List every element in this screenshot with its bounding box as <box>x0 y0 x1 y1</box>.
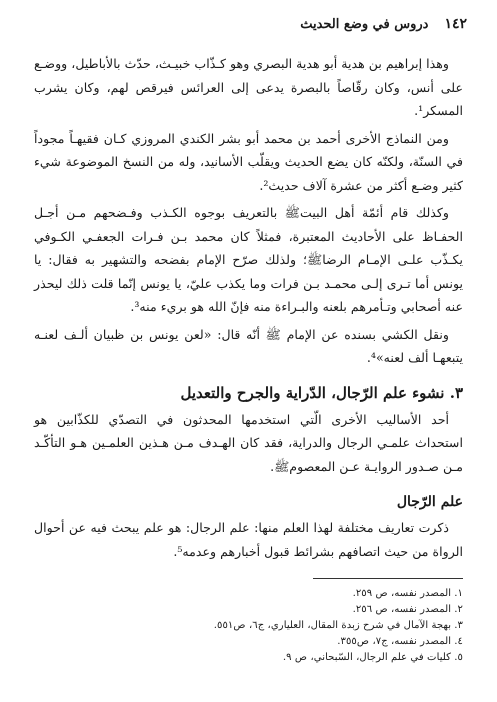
footnote: ٤. المصدر نفسه، ج٧، ص٣٥٥. <box>337 636 463 647</box>
footnote: ٥. كليات في علم الرجال، السّبحاني، ص ٩. <box>282 652 463 663</box>
footnote: ٣. بهجة الآمال في شرح زبدة المقال، العلياري، ج٦، ص٥٥١. <box>213 620 463 631</box>
footnotes <box>34 586 463 666</box>
footnote-divider <box>313 578 463 579</box>
page-number: ١٤٢ <box>444 16 467 32</box>
paragraph: ونقل الكشي بسنده عن الإمام ﷺ أنّه قال: «لعن يونس بن ظبيان ألـف لعنـه يتبعهـا ألف لعنه»⁴. <box>34 326 463 365</box>
paragraph: وكذلك قام أئمّة أهل البيتﷺ بالتعريف بوجوه الكـذب وفـضحهم مـن أجـل الحفـاظ على الأحاديث المعتبرة، فمثلاً كان محمد بـن فـرات الجعفـي الكـوفي يكـذّب علـى الإمـام الرضاﷺ؛ ولذلك صرّح الإمام بفضحه والتشهير به فقال: يا يونس أما تـرى إلـى محمـد بـن فرات وما يكذب عليّ، يا يونس إنّما قلت ذلك ليحذر عنه أصحابي وتـأمرهم بلعنه والبـراءة منه فإنّ الله هو بريء منه³. <box>34 205 463 314</box>
paragraph: ومن النماذج الأخرى أحمد بن محمد أبو بشر الكندي المروزي كـان فقيهـاً مجوداً في السنّة، ولكنّه كان يضع الحديث ويقلّب الأسانيد، وله من النسخ الموضوعة شيء كثير وضـع أكثر من عشرة آلاف حديث². <box>34 130 463 193</box>
subsection-paragraph: ذكرت تعاريف مختلفة لهذا العلم منها: علم الرجال: هو علم يبحث فيه عن أحوال الرواة من حيث اتصافهم بشرائط قبول أخبارهم وعدمه⁵. <box>34 520 463 559</box>
page-body <box>34 52 463 567</box>
footnote: ١. المصدر نفسه، ص ٢٥٩. <box>352 588 463 599</box>
paragraph: وهذا إبراهيم بن هدية أبو هدية البصري وهو كـذّاب خبيـث، حدّث بالأباطيل، ووضـع على أنس، وكان رقّاصاً بالبصرة يدعى إلى العرائس فيرقص لهم، وكان يشرب المسكر¹. <box>34 56 463 118</box>
section-paragraph: أحد الأساليب الأخرى الّتي استخدمها المحدثون في التصدّي للكذّابين هو استحداث علمـي الرجال والدراية، فقد كان الهـدف مـن هـذين العلمـين هـو التأكّـد مـن صـدور الروايـة عـن المعصومﷺ. <box>34 411 463 474</box>
subsection-heading: علم الرّجال <box>396 494 463 510</box>
section-heading: ٣. نشوء علم الرّجال، الدّراية والجرح والتعديل <box>180 383 463 402</box>
running-title: دروس في وضع الحديث <box>300 17 429 32</box>
footnote: ٢. المصدر نفسه، ص ٢٥٦. <box>352 604 463 615</box>
page-header <box>30 16 467 36</box>
